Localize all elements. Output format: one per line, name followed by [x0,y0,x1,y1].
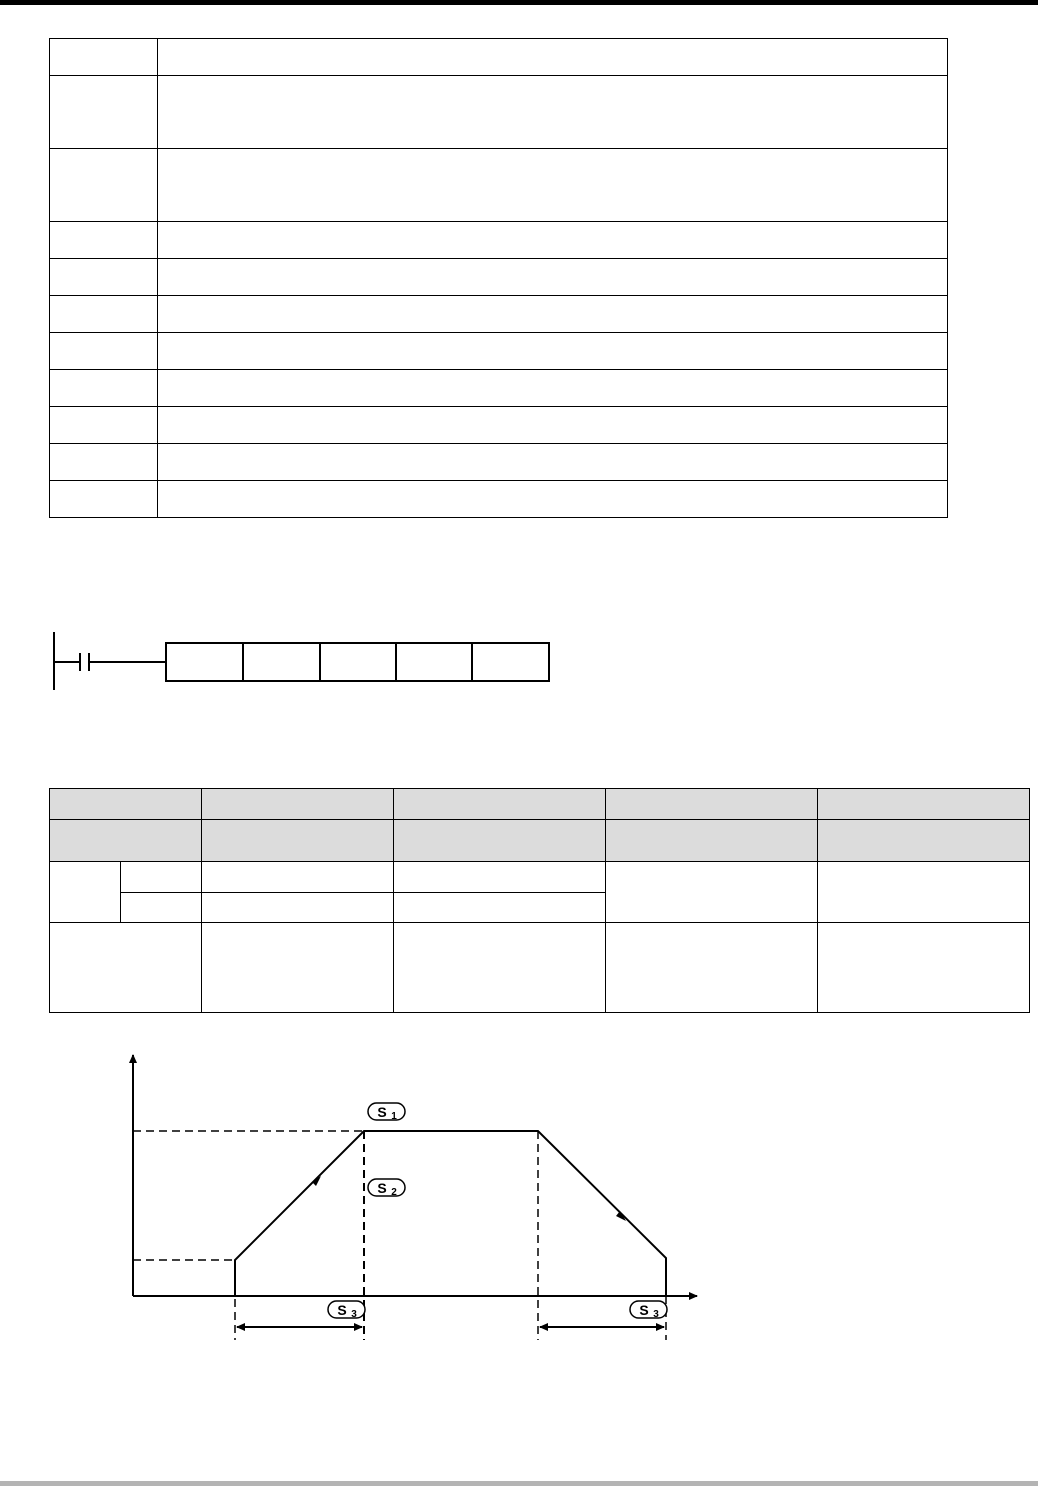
table-cell [158,149,948,222]
table-cell [818,862,1030,923]
table-cell [606,923,818,1013]
header-cell [50,820,202,862]
header-cell [818,789,1030,820]
table-row [50,259,948,296]
header-cell [818,820,1030,862]
table-cell [50,222,158,259]
table-cell [158,407,948,444]
table-cell [818,923,1030,1013]
table-cell [606,862,818,923]
speed-profile-graph [100,1045,720,1345]
header-cell [606,820,818,862]
table-cell [158,259,948,296]
table-cell [158,296,948,333]
spec-table [49,38,948,518]
table-cell [50,407,158,444]
svg-text:S: S [639,1302,649,1318]
operand-table [49,788,1030,1013]
speed-profile-line [235,1131,666,1296]
s2-badge [368,1179,405,1198]
table-cell [50,862,121,923]
header-cell [606,789,818,820]
table-cell [158,444,948,481]
table-cell [50,333,158,370]
table-row [50,333,948,370]
footer-rule [0,1481,1038,1486]
svg-text:2: 2 [391,1187,397,1198]
table-cell [158,39,948,76]
ladder-diagram [0,620,600,700]
svg-text:1: 1 [391,1111,397,1122]
header-cell [202,820,394,862]
table-cell [50,370,158,407]
table-row [50,862,1030,893]
table-cell [158,222,948,259]
table-cell [202,893,394,923]
table-row [50,820,1030,862]
table-cell [158,76,948,149]
table-row [50,444,948,481]
table-cell [394,862,606,893]
table-cell [50,444,158,481]
svg-text:S: S [377,1104,387,1120]
table-cell [202,923,394,1013]
svg-text:S: S [377,1180,387,1196]
table-cell [158,481,948,518]
table-row [50,76,948,149]
svg-text:S: S [337,1302,347,1318]
table-cell [50,296,158,333]
table-cell [121,862,202,893]
s3-accel-badge [328,1301,365,1320]
table-row [50,481,948,518]
table-cell [50,76,158,149]
table-row [50,407,948,444]
header-cell [394,820,606,862]
table-cell [121,893,202,923]
table-cell [202,862,394,893]
table-row [50,296,948,333]
table-cell [50,481,158,518]
instruction-box [166,643,549,681]
header-rule [0,0,1038,5]
table-row [50,923,1030,1013]
contact-icon [80,653,89,671]
table-cell [394,893,606,923]
table-cell [394,923,606,1013]
table-row [50,370,948,407]
table-cell [50,259,158,296]
table-cell [50,39,158,76]
svg-text:3: 3 [653,1309,659,1320]
table-row [50,222,948,259]
svg-text:3: 3 [351,1309,357,1320]
table-row [50,789,1030,820]
table-row [50,39,948,76]
table-row [50,149,948,222]
table-cell [158,333,948,370]
header-cell [202,789,394,820]
table-cell [50,149,158,222]
s1-badge [368,1103,405,1122]
header-cell [50,789,202,820]
header-cell [394,789,606,820]
s3-decel-badge [630,1301,667,1320]
table-cell [158,370,948,407]
table-cell [50,923,202,1013]
